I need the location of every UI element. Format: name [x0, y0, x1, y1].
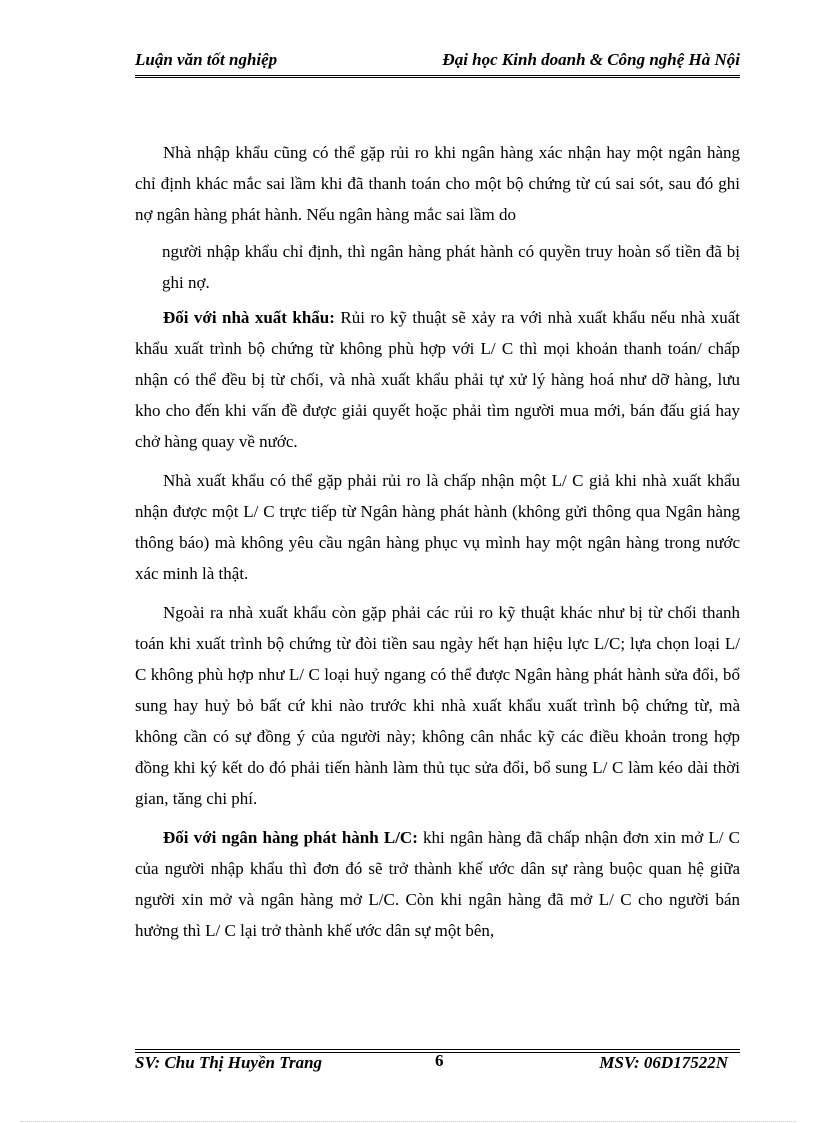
paragraph-text: người nhập khẩu chỉ định, thì ngân hàng phát hành có quyền truy hoàn số tiền đã bị ghi nợ. — [162, 242, 740, 292]
page-number: 6 — [435, 1051, 444, 1070]
paragraph-exporter-risk — [135, 302, 740, 457]
header-divider — [135, 75, 740, 78]
header-thesis-title: Luận văn tốt nghiệp — [135, 50, 278, 69]
footer-student-name: SV: Chu Thị Huyền Trang — [135, 1053, 323, 1072]
paragraph-other-technical-risks — [135, 597, 740, 814]
paragraph-text: khi ngân hàng đã chấp nhận đơn xin mở L/ C của người nhập khẩu thì đơn đó sẽ trở thành khế ước dân sự ràng buộc quan hệ giữa người xin mở và ngân hàng mở L/C. Còn khi ngân hàng đã mở L/ C cho người bán hưởng thì L/ C lại trở thành khế ước dân sự một bên, — [135, 828, 740, 940]
paragraph-text: Rủi ro kỹ thuật sẽ xảy ra với nhà xuất khẩu nếu nhà xuất khẩu xuất trình bộ chứng từ không phù hợp với L/ C thì mọi khoản thanh toán/ chấp nhận có thể đều bị từ chối, và nhà xuất khẩu phải tự xử lý hàng hoá như dỡ hàng, lưu kho cho đến khi vấn đề được giải quyết hoặc phải tìm người mua mới, bán đấu giá hay chở hàng quay về nước. — [135, 308, 741, 451]
paragraph-importer-risk-continued — [135, 236, 740, 298]
page-edge-dotted-line — [20, 1121, 796, 1122]
footer-student-id: MSV: 06D17522N — [599, 1053, 728, 1072]
document-body — [135, 137, 740, 954]
paragraph-fake-lc-risk — [135, 465, 740, 589]
page-footer — [135, 1053, 740, 1077]
paragraph-importer-risk — [135, 137, 740, 230]
paragraph-text: Nhà nhập khẩu cũng có thể gặp rủi ro khi ngân hàng xác nhận hay một ngân hàng chỉ định khác mắc sai lầm khi đã thanh toán cho một bộ chứng từ cú sai sót, sau đó ghi nợ ngân hàng phát hành. Nếu ngân hàng mắc sai lầm do — [135, 143, 740, 224]
paragraph-text: Nhà xuất khẩu có thể gặp phải rủi ro là chấp nhận một L/ C giả khi nhà xuất khẩu nhận được một L/ C trực tiếp từ Ngân hàng phát hành (không gửi thông qua Ngân hàng thông báo) mà không yêu cầu ngân hàng phục vụ mình hay một ngân hàng trong nước xác minh là thật. — [135, 471, 740, 583]
page-header — [135, 50, 740, 76]
paragraph-issuing-bank-risk — [135, 822, 740, 946]
header-university: Đại học Kinh doanh & Công nghệ Hà Nội — [442, 50, 740, 69]
paragraph-text: Ngoài ra nhà xuất khẩu còn gặp phải các rủi ro kỹ thuật khác như bị từ chối thanh toán khi xuất trình bộ chứng từ đòi tiền sau ngày hết hạn hiệu lực L/C; lựa chọn loại L/ C không phù hợp như L/ C loại huỷ ngang có thể được Ngân hàng phát hành sửa đổi, bổ sung hay huỷ bỏ bất cứ khi nào trước khi nhà xuất khẩu xuất trình bộ chứng từ, mà không cần có sự đồng ý của người này; không cân nhắc kỹ các điều khoản trong hợp đồng khi ký kết do đó phải tiến hành làm thủ tục sửa đổi, bổ sung L/ C làm kéo dài thời gian, tăng chi phí. — [135, 603, 740, 808]
paragraph-lead: Đối với nhà xuất khẩu: — [163, 308, 335, 327]
paragraph-lead: Đối với ngân hàng phát hành L/C: — [163, 828, 418, 847]
